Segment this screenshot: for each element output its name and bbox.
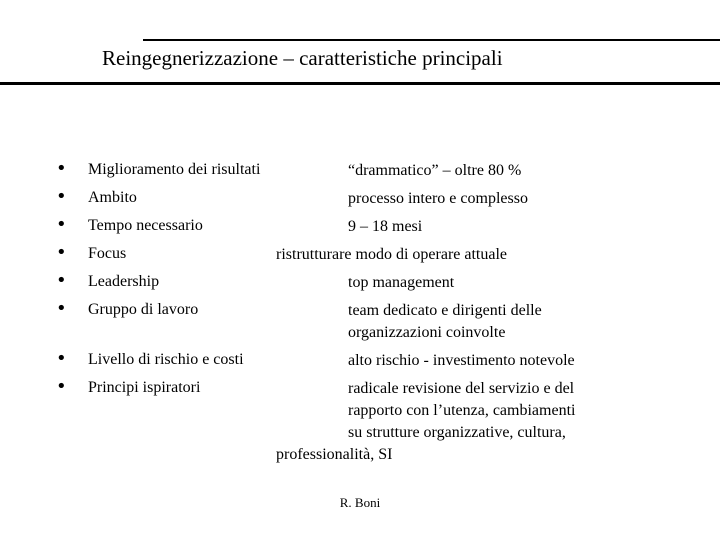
- item-value: ristrutturare modo di operare attuale: [276, 246, 508, 263]
- list-item: [0, 348, 720, 375]
- item-label: Principi ispiratori: [88, 379, 201, 396]
- item-value-line: radicale revisione del servizio e del: [348, 380, 575, 397]
- item-value: processo intero e complesso: [348, 190, 528, 207]
- bullet-icon: •: [56, 270, 67, 291]
- list-item: [0, 242, 720, 269]
- bullet-icon: •: [56, 376, 67, 397]
- item-value-line: organizzazioni coinvolte: [348, 324, 506, 341]
- item-value: “drammatico” – oltre 80 %: [348, 162, 522, 179]
- bullet-icon: •: [56, 214, 67, 235]
- list-item: [0, 214, 720, 241]
- bullet-icon: •: [56, 186, 67, 207]
- item-label: Ambito: [88, 189, 137, 206]
- title-rule-top: [143, 39, 720, 41]
- item-value-line: rapporto con l’utenza, cambiamenti: [348, 402, 576, 419]
- item-label: Tempo necessario: [88, 217, 203, 234]
- item-label: Focus: [88, 245, 127, 262]
- bullet-icon: •: [56, 242, 67, 263]
- item-label: Miglioramento dei risultati: [88, 161, 261, 178]
- item-value: 9 – 18 mesi: [348, 218, 423, 235]
- item-value: top management: [348, 274, 455, 291]
- list-item: [0, 270, 720, 297]
- item-value-line: su strutture organizzative, cultura,: [348, 424, 566, 441]
- item-label: Leadership: [88, 273, 160, 290]
- item-value-line: team dedicato e dirigenti delle: [348, 302, 542, 319]
- item-value: alto rischio - investimento notevole: [348, 352, 575, 369]
- list-item: [0, 376, 720, 463]
- item-label: Livello di rischio e costi: [88, 351, 244, 368]
- title-rule-bottom: [0, 82, 720, 85]
- list-item: [0, 158, 720, 185]
- bullet-icon: •: [56, 158, 67, 179]
- bullet-icon: •: [56, 348, 67, 369]
- slide-title: Reingegnerizzazione – caratteristiche principali: [102, 46, 503, 70]
- item-label: Gruppo di lavoro: [88, 301, 199, 318]
- footer-author: R. Boni: [339, 495, 381, 510]
- list-item: [0, 186, 720, 213]
- list-item: [0, 298, 720, 341]
- bullet-icon: •: [56, 298, 67, 319]
- item-value-line: professionalità, SI: [276, 446, 393, 463]
